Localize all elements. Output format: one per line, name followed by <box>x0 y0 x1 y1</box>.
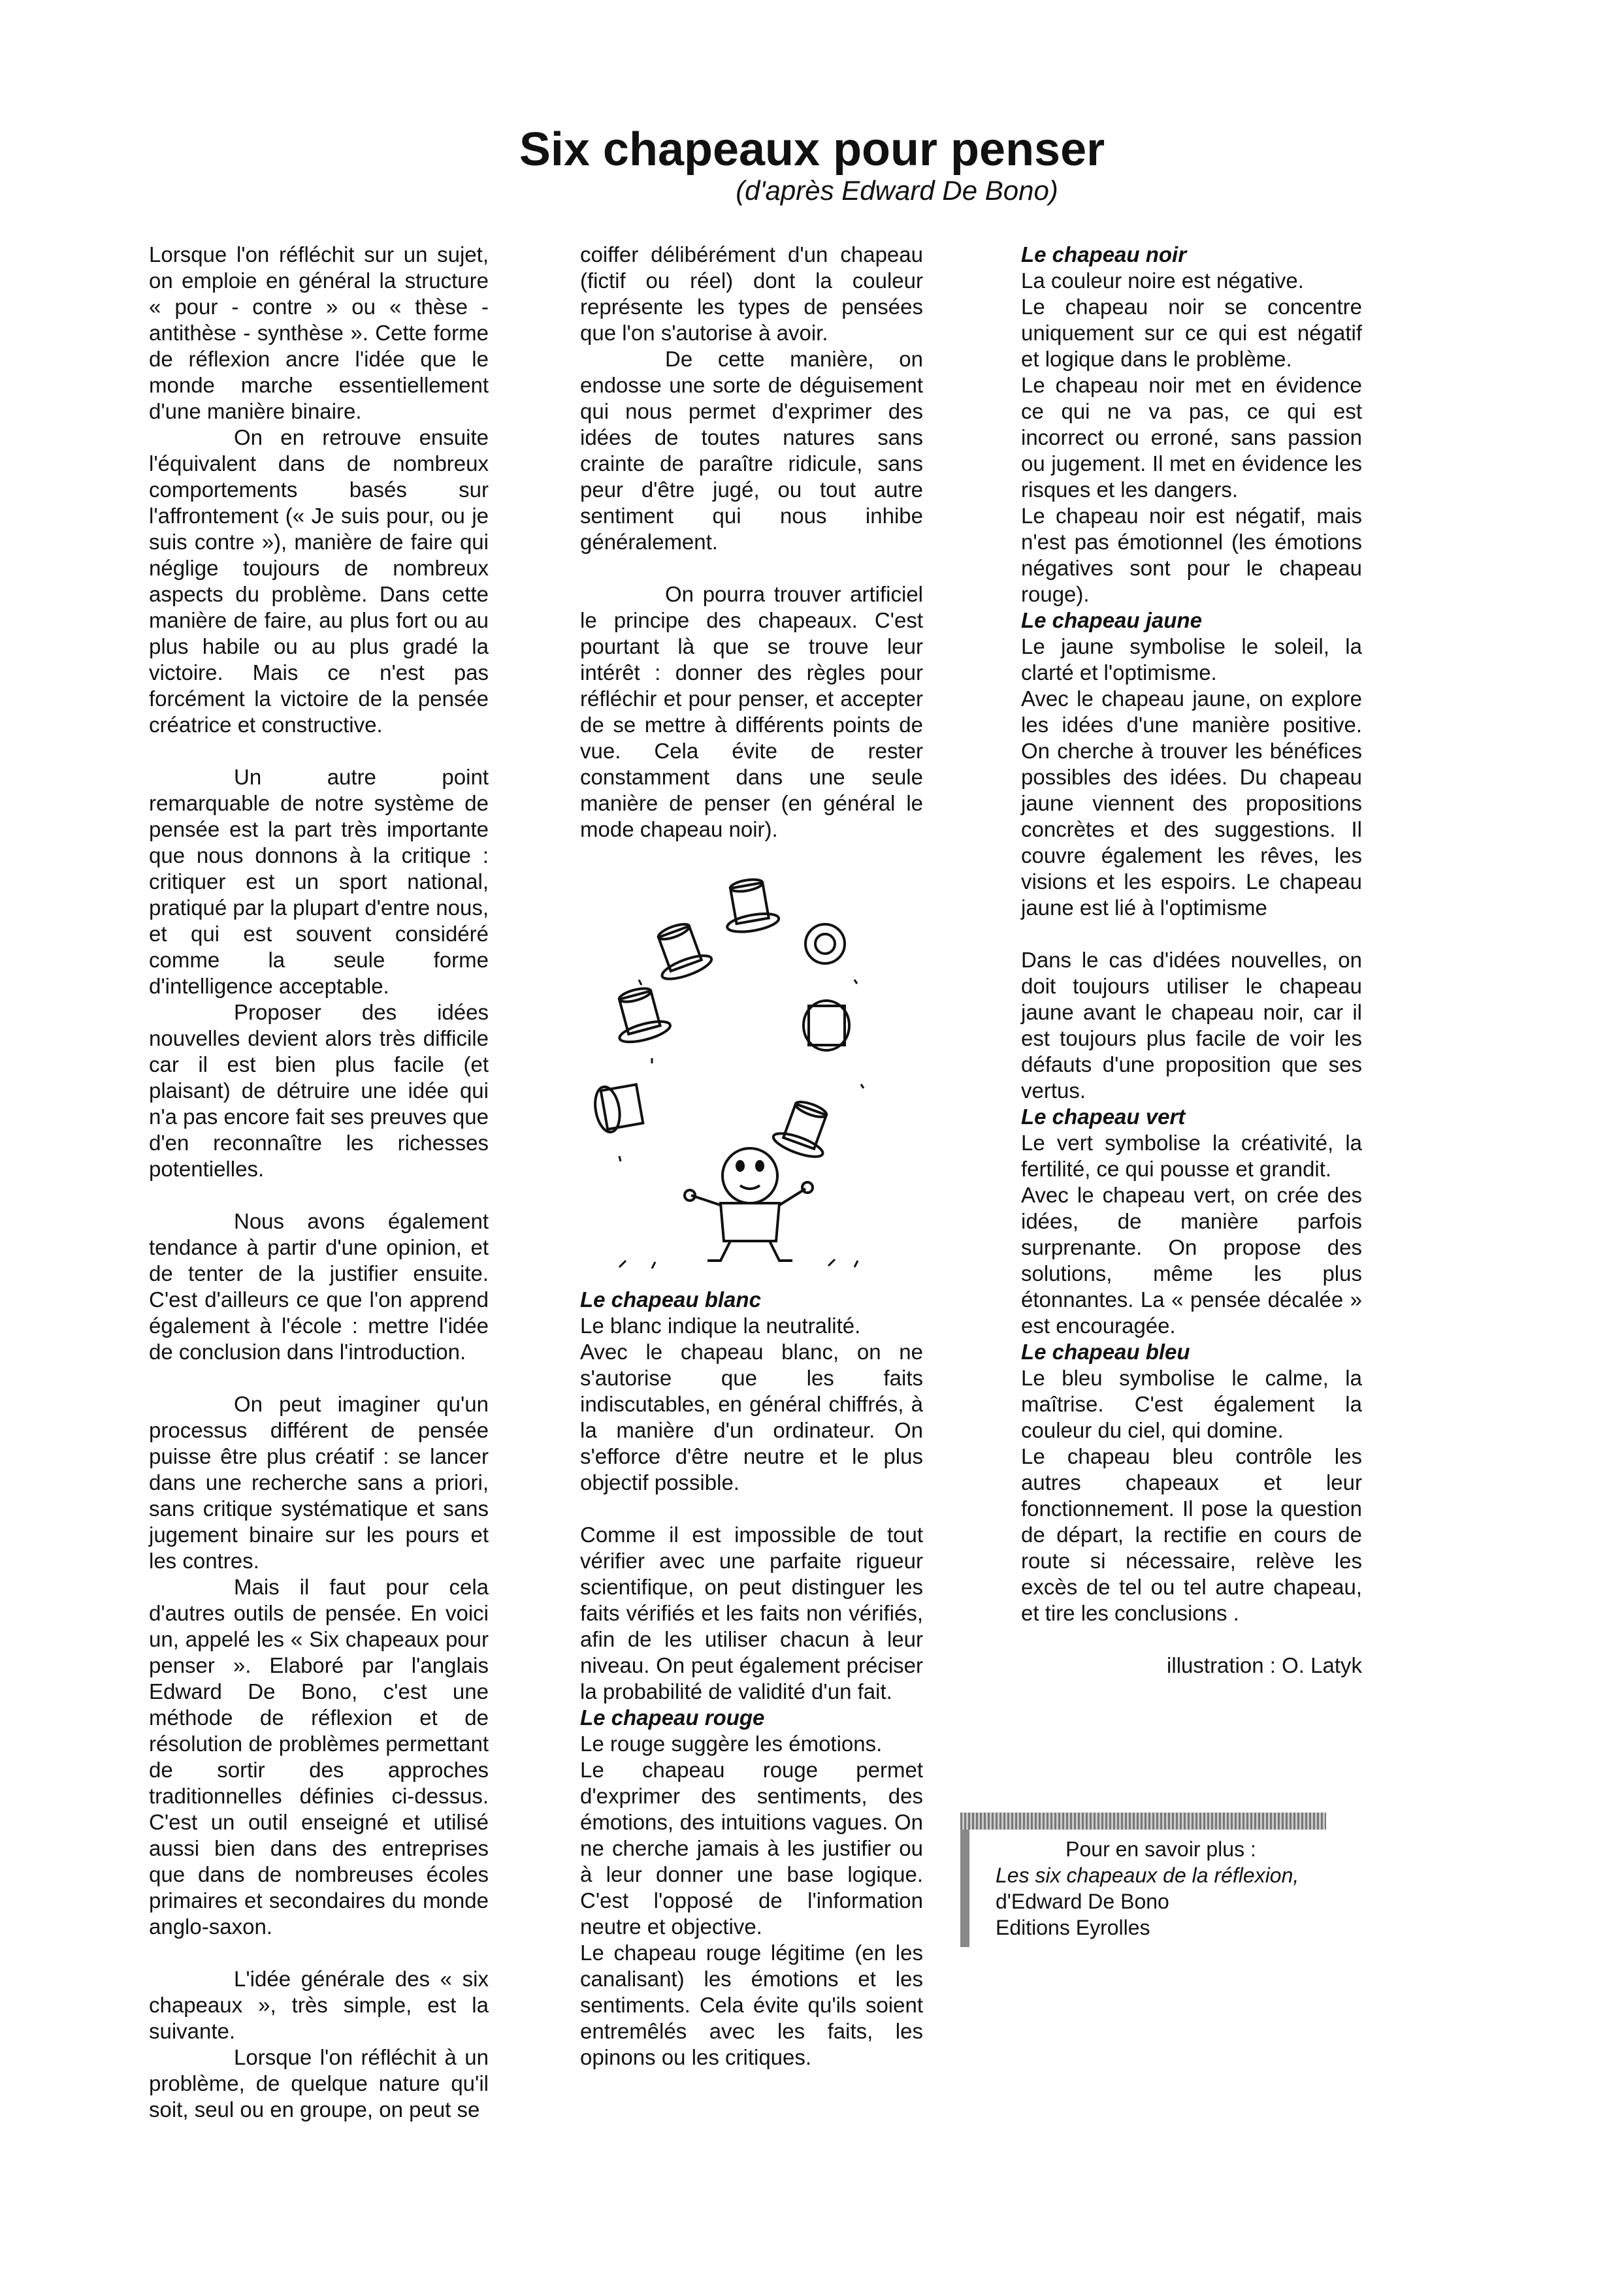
heading-chapeau-jaune: Le chapeau jaune <box>1021 608 1202 632</box>
paragraph: On en retrouve ensuite l'équivalent dans de nombreux comportements basés sur l'affrontement (« Je suis pour, ou je suis contre »), manière de faire qui néglige toujours de nombreux aspects du problème. Dans cette manière de faire, au plus fort ou au plus habile ou au plus gradé la victoire. Mais ce n'est pas forcément la victoire de la pensée créatrice et constructive. <box>149 425 489 737</box>
paragraph: Le chapeau bleu contrôle les autres chapeaux et leur fonctionnement. Il pose la question de départ, la rectifie en cours de route si nécessaire, relève les excès de tel ou tel autre chapeau, et tire les conclusions . <box>1021 1444 1362 1625</box>
paragraph: Le vert symbolise la créativité, la fertilité, ce qui pousse et grandit. <box>1021 1131 1362 1181</box>
paragraph: Le jaune symbolise le soleil, la clarté et l'optimisme. <box>1021 634 1362 685</box>
hat-icon <box>804 1001 849 1050</box>
paragraph: Le bleu symbolise le calme, la maîtrise. C'est également la couleur du ciel, qui domine. <box>1021 1366 1362 1442</box>
paragraph: Le blanc indique la neutralité. <box>580 1314 861 1338</box>
book-title: Les six chapeaux de la réflexion, <box>996 1864 1299 1887</box>
paragraph: Le chapeau noir se concentre uniquement sur ce qui est négatif et logique dans le problème. <box>1021 295 1362 371</box>
hat-icon <box>592 1081 643 1134</box>
page-title: Six chapeaux pour penser <box>519 123 1105 176</box>
paragraph: Mais il faut pour cela d'autres outils de pensée. En voici un, appelé les « Six chapeaux pour penser ». Elaboré par l'anglais Edward De Bono, c'est une méthode de réflexion et de résolution de problèmes permettant de sortir des approches traditionnelles définies ci-dessus. C'est un outil enseigné et utilisé aussi bien dans des entreprises que dans de nombreuses écoles primaires et secondaires du monde anglo-saxon. <box>149 1575 489 1939</box>
book-publisher: Editions Eyrolles <box>996 1916 1150 1939</box>
hat-icon <box>608 983 672 1046</box>
heading-chapeau-noir: Le chapeau noir <box>1021 242 1187 266</box>
paragraph: L'idée générale des « six chapeaux », très simple, est la suivante. <box>149 1967 489 2043</box>
hat-icon <box>720 876 780 935</box>
paragraph: Le chapeau rouge légitime (en les canalisant) les émotions et les sentiments. Cela évite qu'ils soient entremêlés avec les faits, les opinons ou les critiques. <box>580 1941 923 2069</box>
hat-icon <box>647 918 714 984</box>
box-top-bar <box>960 1813 1326 1830</box>
illustration-credit: illustration : O. Latyk <box>1167 1653 1362 1677</box>
column-3 <box>1021 242 1362 1679</box>
paragraph: Avec le chapeau jaune, on explore les idées d'une manière positive. On cherche à trouver les bénéfices possibles des idées. Du chapeau jaune viennent des propositions concrètes et des suggestions. Il couvre également les rêves, les visions et les espoirs. Le chapeau jaune est lié à l'optimisme <box>1021 686 1362 920</box>
paragraph: Comme il est impossible de tout vérifier avec une parfaite rigueur scientifique, on peut distinguer les faits vérifiés et les faits non vérifiés, afin de les utiliser chacun à leur niveau. On peut également préciser la probabilité de validité d'un fait. <box>580 1523 923 1703</box>
paragraph: Proposer des idées nouvelles devient alors très difficile car il est bien plus facile (et plaisant) de détruire une idée qui n'a pas encore fait ses preuves que d'en reconnaître les richesses potentielles. <box>149 1000 489 1181</box>
paragraph: De cette manière, on endosse une sorte de déguisement qui nous permet d'exprimer des idées de toutes natures sans crainte de paraître ridicule, sans peur d'être jugé, ou tout autre sentiment qui nous inhibe généralement. <box>580 347 923 554</box>
page-subtitle: (d'après Edward De Bono) <box>736 175 1058 206</box>
paragraph: Nous avons également tendance à partir d'une opinion, et de tenter de la justifier ensuite. C'est d'ailleurs ce que l'on apprend également à l'école : mettre l'idée de conclusion dans l'introduction. <box>149 1209 489 1364</box>
book-author: d'Edward De Bono <box>996 1890 1169 1913</box>
paragraph: Avec le chapeau vert, on crée des idées, de manière parfois surprenante. On propose des solutions, même les plus étonnantes. La « pensée décalée » est encouragée. <box>1021 1183 1362 1338</box>
paragraph: Le chapeau noir met en évidence ce qui ne va pas, ce qui est incorrect ou erroné, sans passion ou jugement. Il met en évidence les risques et les dangers. <box>1021 373 1362 502</box>
paragraph: Le rouge suggère les émotions. <box>580 1732 883 1756</box>
paragraph: Un autre point remarquable de notre système de pensée est la part très importante que nous donnons à la critique : critiquer est un sport national, pratiqué par la plupart d'entre nous, et qui est souvent considéré comme la seule forme d'intelligence acceptable. <box>149 765 489 998</box>
paragraph: Le chapeau noir est négatif, mais n'est pas émotionnel (les émotions négatives sont pour le chapeau rouge). <box>1021 504 1362 606</box>
paragraph: Le chapeau rouge permet d'exprimer des sentiments, des émotions, des intuitions vagues. On ne cherche jamais à les justifier ou à leur donner une base logique. C'est l'opposé de l'information neutre et objective. <box>580 1758 923 1939</box>
hat-icon <box>771 1095 837 1161</box>
column-2 <box>580 242 923 2071</box>
paragraph: La couleur noire est négative. <box>1021 268 1304 293</box>
heading-chapeau-bleu: Le chapeau bleu <box>1021 1340 1190 1364</box>
box-heading: Pour en savoir plus : <box>1065 1837 1256 1861</box>
hat-icon <box>805 924 845 963</box>
juggler-illustration <box>580 869 920 1274</box>
paragraph: coiffer délibérément d'un chapeau (fictif ou réel) dont la couleur représente les types de pensées que l'on s'autorise à avoir. <box>580 242 923 345</box>
paragraph: Lorsque l'on réfléchit sur un sujet, on emploie en général la structure « pour - contre » ou « thèse - antithèse - synthèse ». Cette forme de réflexion ancre l'idée que le monde marche essentiellement d'une manière binaire. <box>149 242 489 423</box>
further-reading-box <box>960 1813 1326 1947</box>
heading-chapeau-rouge: Le chapeau rouge <box>580 1705 765 1730</box>
column-1 <box>149 242 489 2123</box>
paragraph: Avec le chapeau blanc, on ne s'autorise que les faits indiscutables, en général chiffrés, à la manière d'un ordinateur. On s'efforce d'être neutre et le plus objectif possible. <box>580 1340 923 1494</box>
paragraph: Lorsque l'on réfléchit à un problème, de quelque nature qu'il soit, seul ou en groupe, on peut se <box>149 2045 489 2122</box>
paragraph: On peut imaginer qu'un processus différent de pensée puisse être plus créatif : se lancer dans une recherche sans a priori, sans critique systématique et sans jugement binaire sur les pours et les contres. <box>149 1392 489 1573</box>
heading-chapeau-vert: Le chapeau vert <box>1021 1105 1186 1129</box>
heading-chapeau-blanc: Le chapeau blanc <box>580 1287 761 1312</box>
paragraph: On pourra trouver artificiel le principe des chapeaux. C'est pourtant là que se trouve leur intérêt : donner des règles pour réfléchir et pour penser, et accepter de se mettre à différents points de vue. Cela évite de rester constamment dans une seule manière de penser (en général le mode chapeau noir). <box>580 582 923 841</box>
paragraph: Dans le cas d'idées nouvelles, on doit toujours utiliser le chapeau jaune avant le chapeau noir, car il est toujours plus facile de voir les défauts d'une proposition que ses vertus. <box>1021 948 1362 1103</box>
box-body <box>960 1830 1326 1947</box>
